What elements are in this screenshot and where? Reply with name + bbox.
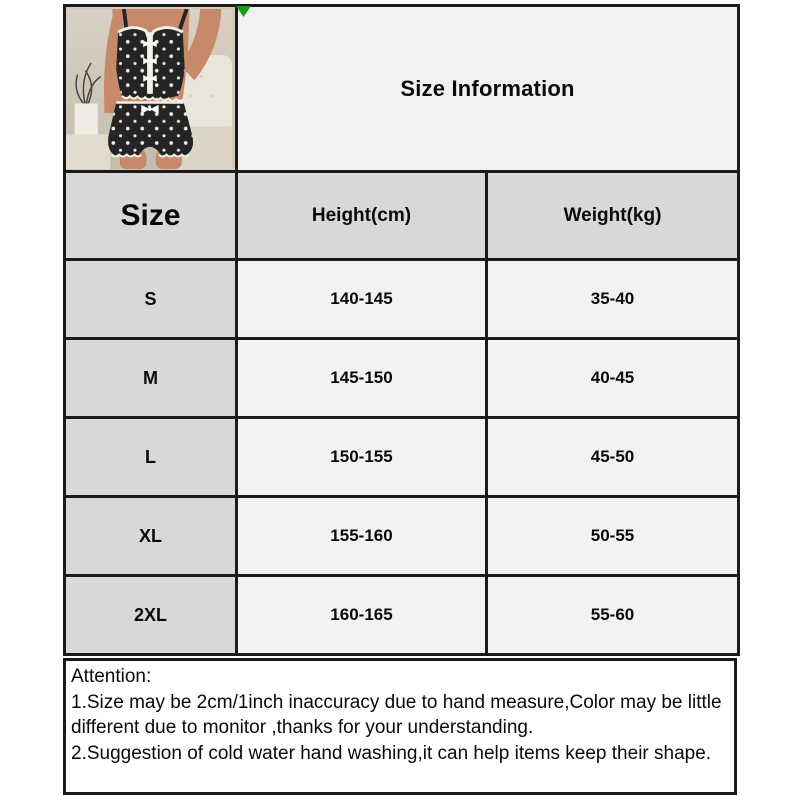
- table-row-2xl: [65, 576, 739, 655]
- weight-value: 50-55: [487, 497, 739, 576]
- size-label: M: [65, 339, 237, 418]
- weight-value: 40-45: [487, 339, 739, 418]
- attention-box: [63, 658, 737, 795]
- size-label: 2XL: [65, 576, 237, 655]
- height-value: 150-155: [237, 418, 487, 497]
- height-value: 140-145: [237, 260, 487, 339]
- table-row-m: [65, 339, 739, 418]
- size-chart-sheet: [63, 4, 737, 795]
- weight-value: 35-40: [487, 260, 739, 339]
- weight-value: 45-50: [487, 418, 739, 497]
- weight-value: 55-60: [487, 576, 739, 655]
- page-title: Size Information: [400, 75, 575, 101]
- attention-heading: Attention:: [71, 666, 152, 687]
- column-header-height: Height(cm): [237, 172, 487, 260]
- size-table: [63, 4, 740, 656]
- height-value: 145-150: [237, 339, 487, 418]
- attention-note-2: 2.Suggestion of cold water hand washing,it can help items keep their shape.: [71, 742, 712, 764]
- table-header-row: [65, 172, 739, 260]
- green-corner-marker: [236, 6, 251, 17]
- column-header-size: Size: [65, 172, 237, 260]
- column-header-weight: Weight(kg): [487, 172, 739, 260]
- size-label: S: [65, 260, 237, 339]
- product-image: [65, 6, 237, 172]
- table-row-xl: [65, 497, 739, 576]
- product-photo-illustration: [66, 9, 232, 169]
- height-value: 155-160: [237, 497, 487, 576]
- table-row-l: [65, 418, 739, 497]
- height-value: 160-165: [237, 576, 487, 655]
- size-label: L: [65, 418, 237, 497]
- size-label: XL: [65, 497, 237, 576]
- size-information-header-cell: [237, 6, 739, 172]
- attention-note-1: 1.Size may be 2cm/1inch inaccuracy due to hand measure,Color may be little different due to monitor ,thanks for your understanding.: [71, 691, 722, 738]
- table-row-s: [65, 260, 739, 339]
- top-row: [65, 6, 739, 172]
